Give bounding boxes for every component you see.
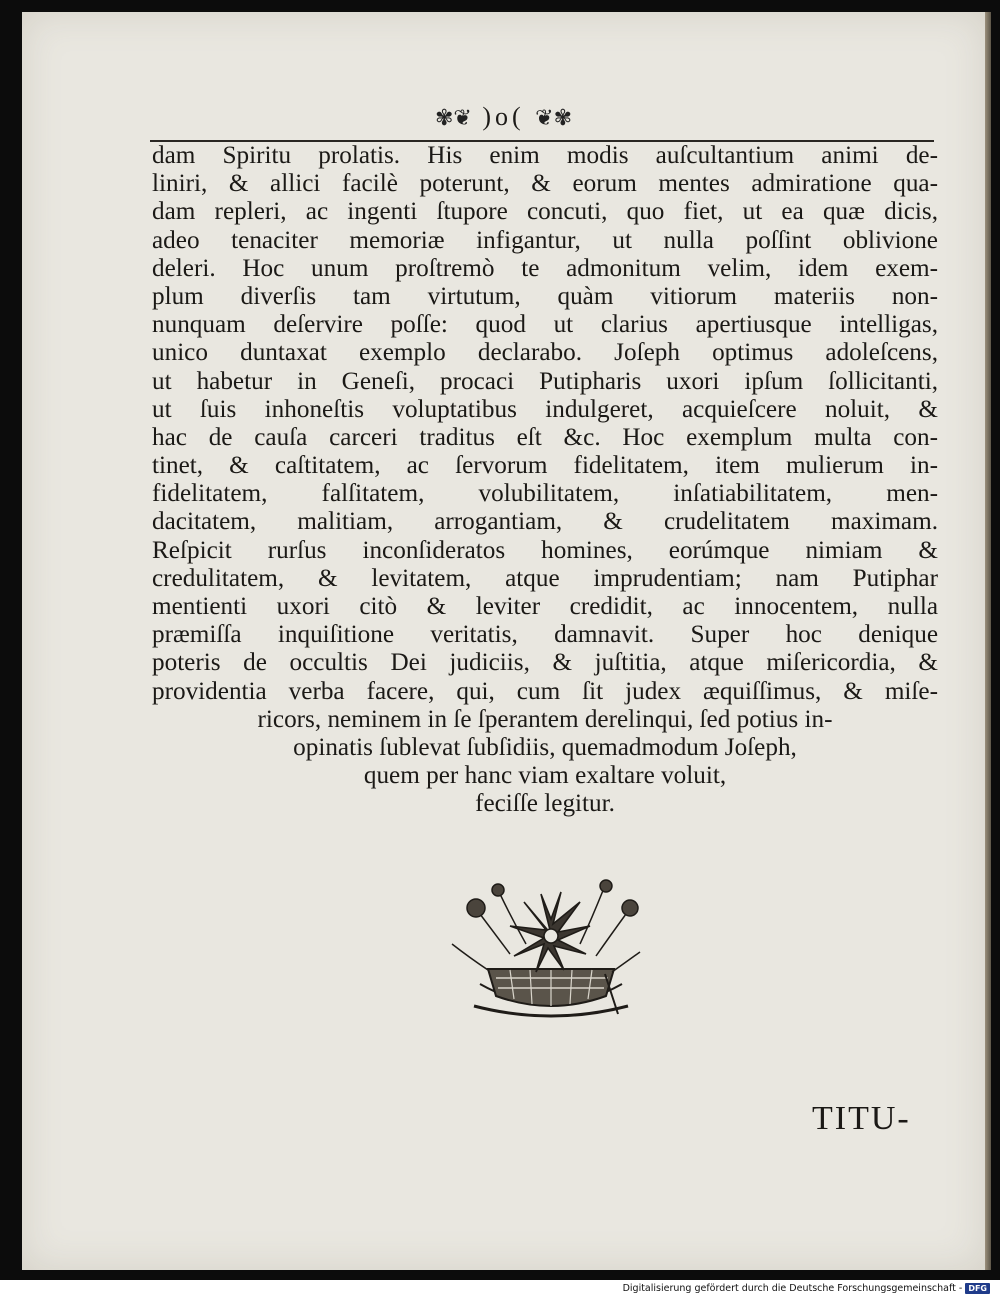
text-line: præmiſſa inquiſitione veritatis, damnavit. Super hoc denique [152,621,938,649]
page-edge [985,12,991,1270]
book-page [22,12,985,1270]
dfg-logo: DFG [965,1283,990,1294]
text-line: ut ſuis inhoneſtis voluptatibus indulgeret, acquieſcere noluit, & [152,395,938,423]
flower-basket-icon [440,874,662,1020]
text-line: liniri, & allici facilè poterunt, & eorum mentes admiratione qua- [152,170,938,198]
text-line: dam Spiritu prolatis. His enim modis auſcultantium animi de- [152,142,938,169]
text-line: providentia verba facere, qui, cum ſit judex æquiſſimus, & miſe- [152,677,938,705]
text-line: ut habetur in Geneſi, procaci Putipharis uxori ipſum ſollicitanti, [152,367,938,395]
text-line: fidelitatem, falſitatem, volubilitatem, inſatiabilitatem, men- [152,480,938,508]
tail-line: feciſſe legitur. [475,790,615,818]
footer-credit [623,1282,990,1295]
text-line: adeo tenaciter memoriæ infigantur, ut nulla poſſint oblivione [152,226,938,254]
text-line: unico duntaxat exemplo declarabo. Joſeph optimus adoleſcens, [152,339,938,367]
tail-line: opinatis ſublevat ſubſidiis, quemadmodum Joſeph, [293,733,797,761]
right-fleuron-icon: ❦✾ [535,105,573,130]
text-line: plum diverſis tam virtutum, quàm vitiorum materiis non- [152,282,938,310]
text-line: deleri. Hoc unum proſtremò te admonitum velim, idem exem- [152,254,938,282]
body-text [152,142,938,819]
text-line: hac de cauſa carceri traditus eſt &c. Hoc exemplum multa con- [152,423,938,451]
text-line: Reſpicit rurſus inconſideratos homines, eorúmque nimiam & [152,536,938,564]
footer-text: Digitalisierung gefördert durch die Deutsche Forschungsgemeinschaft - [622,1283,963,1294]
page-header [22,102,985,132]
tail-line: ricors, neminem in ſe ſperantem derelinqui, ſed potius in- [257,705,833,733]
left-fleuron-icon: ✾❦ [434,105,472,130]
tail-line: quem per hanc viam exaltare voluit, [363,762,727,790]
text-line: dam repleri, ac ingenti ſtupore concuti, quo fiet, ut ea quæ dicis, [152,198,938,226]
text-line: dacitatem, malitiam, arrogantiam, & crudelitatem maximam. [152,508,938,536]
text-line: mentienti uxori citò & leviter credidit, ac innocentem, nulla [152,593,938,620]
text-line: tinet, & caſtitatem, ac ſervorum fidelitatem, item mulierum in- [152,452,938,480]
catchword: TITU- [812,1100,911,1137]
text-line: nunquam deſervire poſſe: quod ut clarius apertiusque intelligas, [152,311,938,339]
text-line: poteris de occultis Dei judiciis, & juſtitia, atque miſericordia, & [152,649,938,677]
page-mark: )o( [482,102,525,131]
text-line: credulitatem, & levitatem, atque imprudentiam; nam Putiphar [152,564,938,592]
